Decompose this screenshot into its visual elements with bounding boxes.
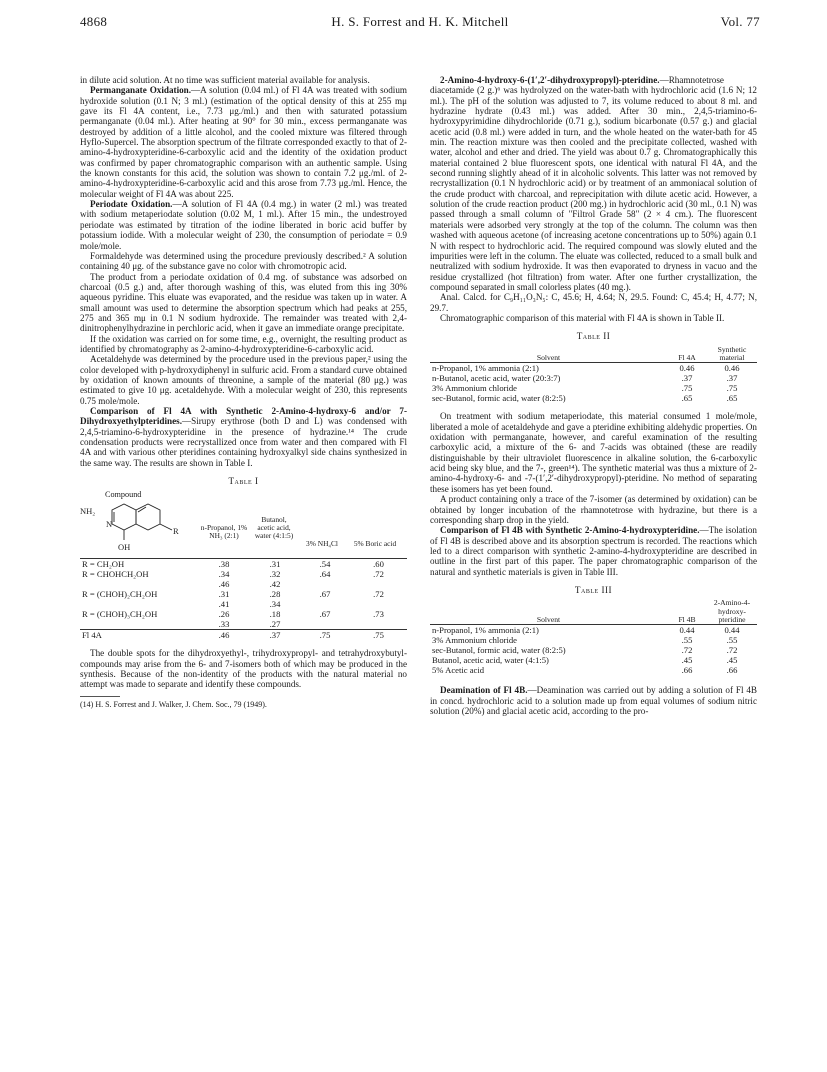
running-authors: H. S. Forrest and H. K. Mitchell [331,14,509,29]
table-row [430,625,757,636]
table-1-col-header: 5% Boric acid [353,539,397,549]
table-cell: .26 [218,609,230,620]
table-cell [350,619,407,630]
table-row [80,599,407,609]
table-3 [430,599,757,675]
paragraph: The double spots for the dihydroxyethyl-, trihydroxypropyl- and tetrahydroxybutyl- compounds may arise from the 6- and 7-isomers both of which may be produced in the synthesis. Because of the non-identity of the products with the natural material no attempt was made to separate and identify these compounds. [80,648,407,690]
paragraph-deamination [430,685,757,716]
paragraph: Acetaldehyde was determined by the procedure used in the previous paper,² using the color developed with p-hydroxydiphenyl in sulfuric acid. From a standard curve obtained by oxidation of known amounts of threonine, a sample of the material (80 μg.) was estimated to give 10 μg. acetaldehyde. With a molecular weight of 230, this represents 0.75 mole/mole. [80,354,407,406]
table-cell: .67 [319,589,331,600]
table-2-col-header: Synthetic material [717,344,747,362]
section-heading: Comparison of Fl 4B with Synthetic 2-Amino-4-hydroxypteridine. [440,525,700,536]
table-cell: .75 [681,383,693,394]
table-2-col-header: Fl 4A [678,353,696,362]
table-1 [80,490,407,640]
paragraph: If the oxidation was carried on for some time, e.g., overnight, the resulting product as identified by chromatography as 2-amino-4-hydroxypteridine-6-carboxylic acid. [80,333,407,354]
table-1-col-header: Butanol, acetic acid, water (4:1:5) [254,515,294,541]
table-cell: .34 [269,599,281,610]
table-1-header [80,490,407,558]
table-cell: .55 [726,635,738,646]
section-body: —Deamination was carried out by adding a solution of Fl 4B in concd. hydrochloric acid to a solution made up from equal volumes of sodium nitric solution (20%) and glacial acetic acid, according to the pro- [430,685,758,717]
page-header [80,14,760,32]
table-cell: .31 [269,559,281,570]
pteridine-structure [80,500,190,558]
table-cell: .45 [726,655,738,666]
table-2-col-header: Solvent [536,353,561,362]
table-cell: .31 [218,589,230,600]
table-cell: .72 [726,645,738,656]
table-cell: .60 [373,559,384,570]
table-cell: .75 [373,630,384,641]
table-cell: .72 [373,569,384,580]
table-cell: .64 [319,569,331,580]
table-cell: .42 [269,579,281,590]
section-body: —A solution of Fl 4A (0.4 mg.) in water (2 ml.) was treated with sodium metaperiodate solution (0.02 M, 1 ml.). After 15 min., the undestroyed periodate was estimated by titration of the iodine liberated in boric acid buffer by potassium iodide. With a molecular weight of 230, the consumption of periodate = 0.9 mole/mole. [80,199,407,251]
table-cell: .75 [726,383,738,394]
table-cell: .46 [218,579,230,590]
table-1-col-header: n-Propanol, 1% NH₃ (2:1) [200,523,248,541]
table-cell: .66 [726,665,738,676]
table-cell: .55 [681,635,693,646]
table-cell: 0.44 [679,625,695,636]
table-row [430,393,757,403]
row-label [80,619,198,630]
section-body: —Sirupy erythrose (both D and L) was condensed with 2,4,5-triamino-6-hydroxypteridine in the presence of hydrazine.¹⁴ The crude condensation products were recrystallized once from water and then compared with Fl 4A and with various other pteridines containing hydroxyalkyl side chains synthesized in the same way. The results are shown in Table I. [80,416,407,468]
section-heading: Periodate Oxidation. [90,199,173,210]
footnote-rule [80,696,120,697]
table-cell: .38 [218,559,230,570]
table-cell: 0.44 [724,625,740,636]
table-row [80,630,407,641]
nh2-label: NH₂ [80,506,96,517]
table-3-col-header: Fl 4B [678,615,696,625]
paragraph: in dilute acid solution. At no time was sufficient material available for analysis. [80,75,370,85]
solvent-cell: Butanol, acetic acid, water (4:1:5) [432,655,549,666]
paragraph: Formaldehyde was determined using the procedure previously described.² A solution containing 40 μg. of the substance gave no color with chromotropic acid. [80,250,407,272]
table-cell: .28 [269,589,281,600]
table-cell: .37 [726,373,738,384]
table-row [80,619,407,630]
table-caption: Table II [576,331,611,342]
table-row [80,609,407,619]
section-body: —The isolation of Fl 4B is described above and its absorption spectrum is recorded. The reactions which led to a direct comparison with synthetic 2-amino-4-hydroxypteridine are described in outline in the first part of this paper. The paper chromatographic comparison of the natural and synthetic materials is given in Table III. [430,525,757,577]
table-cell: .41 [218,599,230,610]
paragraph-comparison-4b [430,525,757,577]
solvent-cell: sec-Butanol, formic acid, water (8:2:5) [432,393,566,404]
table-row [430,665,757,675]
table-cell [300,579,350,589]
paragraph-analysis: Anal. Calcd. for C₉H₁₁O₃N₅: C, 45.6; H, 4.64; N, 29.5. Found: C, 45.4; H, 4.77; N, 29.7. [430,292,757,313]
row-label: Fl 4A [82,630,102,641]
table-caption: Table III [574,584,613,595]
table-cell: .75 [319,630,331,641]
table-row [430,645,757,655]
table-cell: .65 [681,393,693,404]
left-column [80,75,407,710]
section-heading: Deamination of Fl 4B. [440,685,528,696]
table-row [430,373,757,383]
table-cell: .73 [373,609,384,620]
paragraph-permanganate [80,85,407,199]
section-heading: 2-Amino-4-hydroxy-6-(1′,2′-dihydroxypropyl)-pteridine. [440,75,660,85]
oh-label: OH [118,542,131,553]
section-heading: Permanganate Oxidation. [90,85,192,96]
table-cell: .72 [681,645,693,656]
section-body: —A solution (0.04 ml.) of Fl 4A was treated with sodium hydroxide solution (0.1 N; 3 ml.) (estimation of the optical density of this at 255 mμ gave its Fl 4A content, i.e., 7.73 μg./ml.) and then with saturated potassium permanganate (0.04 ml.). After heating at 90° for 30 min., excess permanganate was destroyed by addition of a little alcohol, and the cooled mixture was filtered through Hyflo-Supercel. The absorption spectrum of the filtrate corresponded exactly to that of 2-amino-4-hydroxypteridine-6-carboxylic acid and the identity of the oxidation product was confirmed by paper chromatographic comparison with an authentic sample. Using the known constants for this acid, the solution was shown to contain 7.2 μg./ml. of 2-amino-4-hydroxypteridine-6-carboxylic acid and this arose from 7.73 μg./ml. Hence, the molecular weight of Fl 4A was about 225. [80,85,407,199]
table-cell: 0.46 [679,363,695,374]
table-cell: .37 [269,630,281,641]
row-label: R = (CHOH)₂CH₂OH [82,589,158,600]
table-2 [430,346,757,404]
table-cell [350,579,407,589]
solvent-cell: 5% Acetic acid [432,665,485,676]
table-row [80,579,407,589]
footnote: (14) H. S. Forrest and J. Walker, J. Chem. Soc., 79 (1949). [80,699,267,709]
table-cell: .67 [319,609,331,620]
table-row [430,635,757,645]
solvent-cell: sec-Butanol, formic acid, water (8:2:5) [432,645,566,656]
table-row [80,569,407,579]
solvent-cell: n-Butanol, acetic acid, water (20:3:7) [432,373,561,384]
table-cell: .37 [681,373,693,384]
table-cell [300,599,350,609]
table-cell: 0.46 [724,363,740,374]
paragraph-periodate [80,199,407,251]
table-cell [300,619,350,630]
table-3-col-header: 2-Amino-4-hydroxy-pteridine [713,598,751,625]
paragraph: On treatment with sodium metaperiodate, this material consumed 1 mole/mole, liberated a mole of acetaldehyde and gave a pteridine exhibiting aldehydic properties. On oxidation with permanganate, however, and careful examination of the resulting carboxylic acid, a mixture of the 6- and 7-acids was obtained (these are readily distinguishable by their ultraviolet fluorescence in alkaline solution, the 6-carboxylic acid being sky blue, and the 7-, green¹⁴). The synthetic material was thus a mixture of 2-amino-4-hydroxy-6- and -7-(1′,2′-dihydroxypropyl)-pteridine. No method of separating these isomers has yet been found. [430,411,757,494]
solvent-cell: n-Propanol, 1% ammonia (2:1) [432,625,539,636]
table-cell: .45 [681,655,693,666]
section-heading: Comparison of Fl 4A with Synthetic 2-Amino-4-hydroxy-6 and/or 7-Dihydroxyethylpteridines. [80,406,407,427]
row-label: R = CH₂OH [82,559,125,570]
table-row [430,655,757,665]
table-caption: Table I [228,476,259,487]
solvent-cell: 3% Ammonium chloride [432,635,517,646]
compound-label: Compound [105,490,142,500]
paragraph-comparison [80,406,407,468]
table-row [430,363,757,374]
table-1-body [80,558,407,640]
table-cell: .54 [319,559,331,570]
paragraph: Chromatographic comparison of this material with Fl 4A is shown in Table II. [440,312,725,323]
table-cell [350,599,407,609]
table-cell: .72 [373,589,384,600]
table-cell: .18 [269,609,281,620]
paragraph: The product from a periodate oxidation of 0.4 mg. of substance was adsorbed on charcoal (0.5 g.) and, after thorough washing of this, was eluted from this ing 30% aqueous pyridine. This eluate was evaporated, and the residue was taken up in water. A small amount was used to determine the absorption spectrum which had peaks at 255, 275 and 365 mμ in 0.1 N sodium hydroxide. The remainder was treated with 2,4-dinitrophenylhydrazine in perchloric acid, when it gave an immediate orange precipitate. [80,271,407,334]
journal-volume: Vol. 77 [720,14,760,29]
paragraph: A product containing only a trace of the 7-isomer (as determined by oxidation) can be obtained by longer incubation of the rhamnotetrose with hydrazine, but there is a corresponding sharp drop in the yield. [430,494,757,525]
paragraph-synthesis [430,75,757,292]
row-label: R = CHOHCH₂OH [82,569,149,580]
ring-n-label: N [106,519,113,530]
table-cell: .46 [218,630,230,641]
table-cell: .34 [218,569,230,580]
table-row [80,589,407,599]
solvent-cell: 3% Ammonium chloride [432,383,517,394]
table-cell: .65 [726,393,738,404]
page-number: 4868 [80,14,108,29]
table-row [430,383,757,393]
right-column [430,75,757,717]
table-cell: .32 [269,569,281,580]
table-cell: .27 [269,619,281,630]
table-row [80,559,407,570]
solvent-cell: n-Propanol, 1% ammonia (2:1) [432,363,539,374]
table-cell: .33 [218,619,230,630]
row-label: R = (CHOH)₃CH₂OH [82,609,158,620]
table-1-col-header: 3% NH₄Cl [306,539,338,549]
table-3-col-header: Solvent [536,615,561,625]
section-body: —Rhamnotetrose diacetamide (2 g.)⁶ was hydrolyzed on the water-bath with hydrochloric acid (1.6 N; 12 ml.). The pH of the solution was adjusted to 7, its volume reduced to about 8 ml. and hydrazine hydrate (0.43 ml.) was added. After 30 min., 2,4,5-triamino-6-hydroxypyrimidine dihydrochloride (0.71 g.), sodium bicarbonate (0.57 g.) and glacial acetic acid (0.8 ml.) were added in turn, and the whole heated on the water-bath for 45 min. The reaction mixture was then cooled and the precipitate collected, washed with water, alcohol and ether and dried. The yield was about 0.7 g. Chromatographically this material contained 2 blue fluorescent spots, one identical with natural Fl 4A, and the second running slightly ahead of it in alcoholic solvents. This latter was not removed by recrystallization (0.1 N hydrochloric acid) or by treatment of an ammoniacal solution of the crude product with charcoal, and reprecipitation with dilute acetic acid. However, a solution of the crude reaction product (200 mg.) in hydrochloric acid (30 ml., 0.1 N) was passed through a small column of "Filtrol Grade 58" (2 × 4 cm.). The fluorescent materials were adsorbed very strongly at the top of the column. The column was then washed with aqueous acetone (of increasing acetone concentrations up to 50%) again 0.1 N with respect to hydrochloric acid. The required compound was slowly eluted and the impurities were left in the column. The eluate was collected, reduced to a small bulk and neutralized with sodium hydroxide. It was then evaporated to dryness in vacuo and the residue crystallized (hot filtration) from water. After one further crystallization, the compound separated in small colorless plates (40 mg.). [430,75,757,292]
row-label [80,579,198,589]
r-group-label: R [173,526,179,537]
row-label [80,599,198,609]
table-cell: .66 [681,665,693,676]
